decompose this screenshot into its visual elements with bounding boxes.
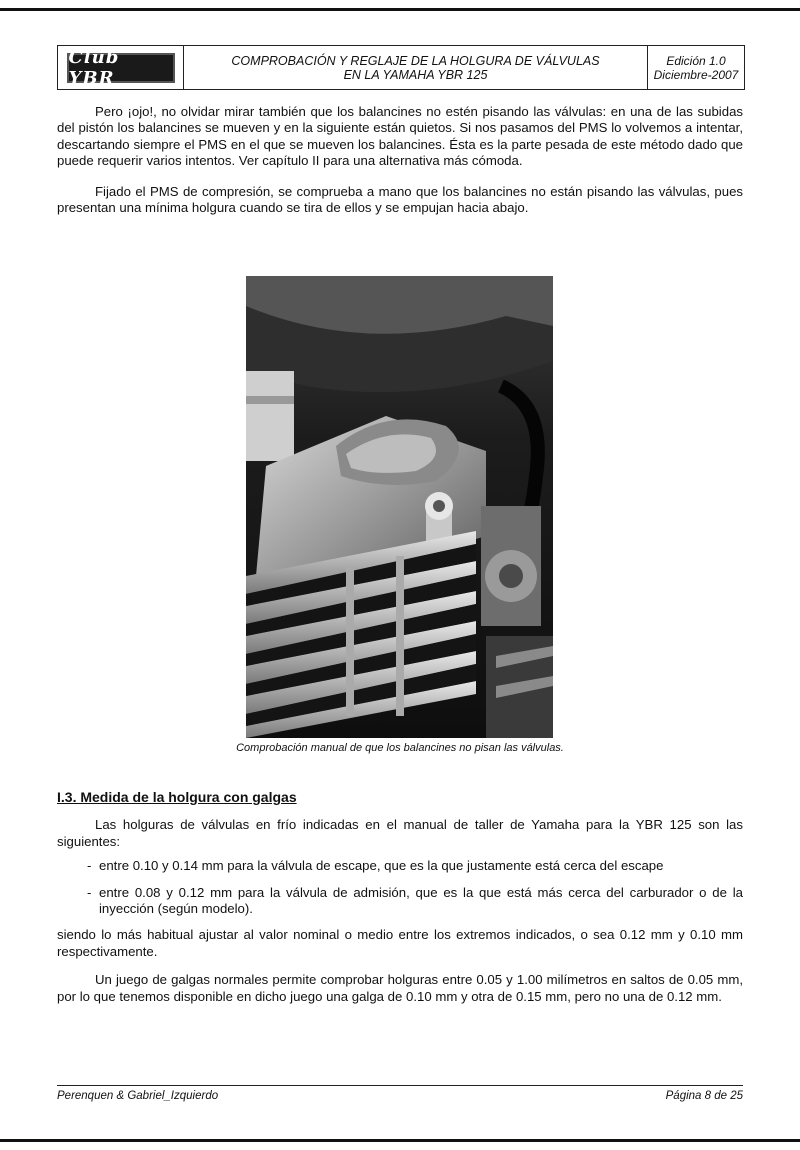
header-title-line2: EN LA YAMAHA YBR 125	[343, 67, 488, 82]
footer-divider	[57, 1085, 743, 1086]
edition-label: Edición 1.0	[666, 53, 726, 68]
section-intro: Las holguras de válvulas en frío indicadas en el manual de taller de Yamaha para la YBR 125 son las siguientes:	[57, 817, 743, 849]
document-footer	[57, 1090, 743, 1102]
header-title-line1: COMPROBACIÓN Y REGLAJE DE LA HOLGURA DE VÁLVULAS	[231, 53, 600, 68]
engine-photo	[246, 276, 553, 738]
last-paragraph: Un juego de galgas normales permite comprobar holguras entre 0.05 y 1.00 milímetros en saltos de 0.05 mm, por lo que tenemos disponible en dicho juego una galga de 0.10 mm y otra de 0.15 mm, pero no una de 0.12 mm.	[57, 972, 743, 1004]
section-heading: I.3. Medida de la holgura con galgas	[57, 789, 297, 805]
header-edition	[648, 46, 744, 89]
list-item: - entre 0.08 y 0.12 mm para la válvula de admisión, que es la que está más cerca del carburador o de la inyección (según modelo).	[87, 884, 743, 917]
list-item: - entre 0.10 y 0.14 mm para la válvula de escape, que es la que justamente está cerca del escape	[87, 858, 664, 874]
figure-caption: Comprobación manual de que los balancines no pisan las válvulas.	[236, 742, 564, 754]
header-title	[184, 46, 648, 89]
page-bottom-border	[0, 1139, 800, 1142]
paragraph-2: Fijado el PMS de compresión, se comprueba a mano que los balancines no están pisando las válvulas, pues presentan una mínima holgura cuando se tira de ellos y se empujan hacia abajo.	[57, 183, 743, 216]
paragraph-1: Pero ¡ojo!, no olvidar mirar también que los balancines no estén pisando las válvulas: en una de las subidas del pistón los balancines se mueven y en la siguiente están quietos. Si nos pasamos del PMS lo volvemos a intentar, descartando siempre el PMS en el que se mueven los balancines. Ésta es la parte pesada de este método dado que puede requerir varios intentos. Ver capítulo II para una alternativa más cómoda.	[57, 104, 743, 169]
footer-authors: Perenquen & Gabriel_Izquierdo	[57, 1090, 219, 1102]
section-i3	[57, 789, 743, 1005]
page-top-border	[0, 8, 800, 11]
document-header	[57, 45, 745, 90]
edition-date: Diciembre-2007	[653, 67, 739, 82]
footer-page-number: Página 8 de 25	[665, 1090, 743, 1102]
after-bullets-paragraph: siendo lo más habitual ajustar al valor nominal o medio entre los extremos indicados, o sea 0.12 mm y 0.10 mm respectivamente.	[57, 927, 743, 959]
clearance-list	[57, 858, 743, 917]
club-ybr-logo	[67, 46, 175, 89]
logo-text: Club YBR	[68, 46, 120, 89]
logo-cell	[58, 46, 184, 89]
body-text	[57, 104, 743, 216]
